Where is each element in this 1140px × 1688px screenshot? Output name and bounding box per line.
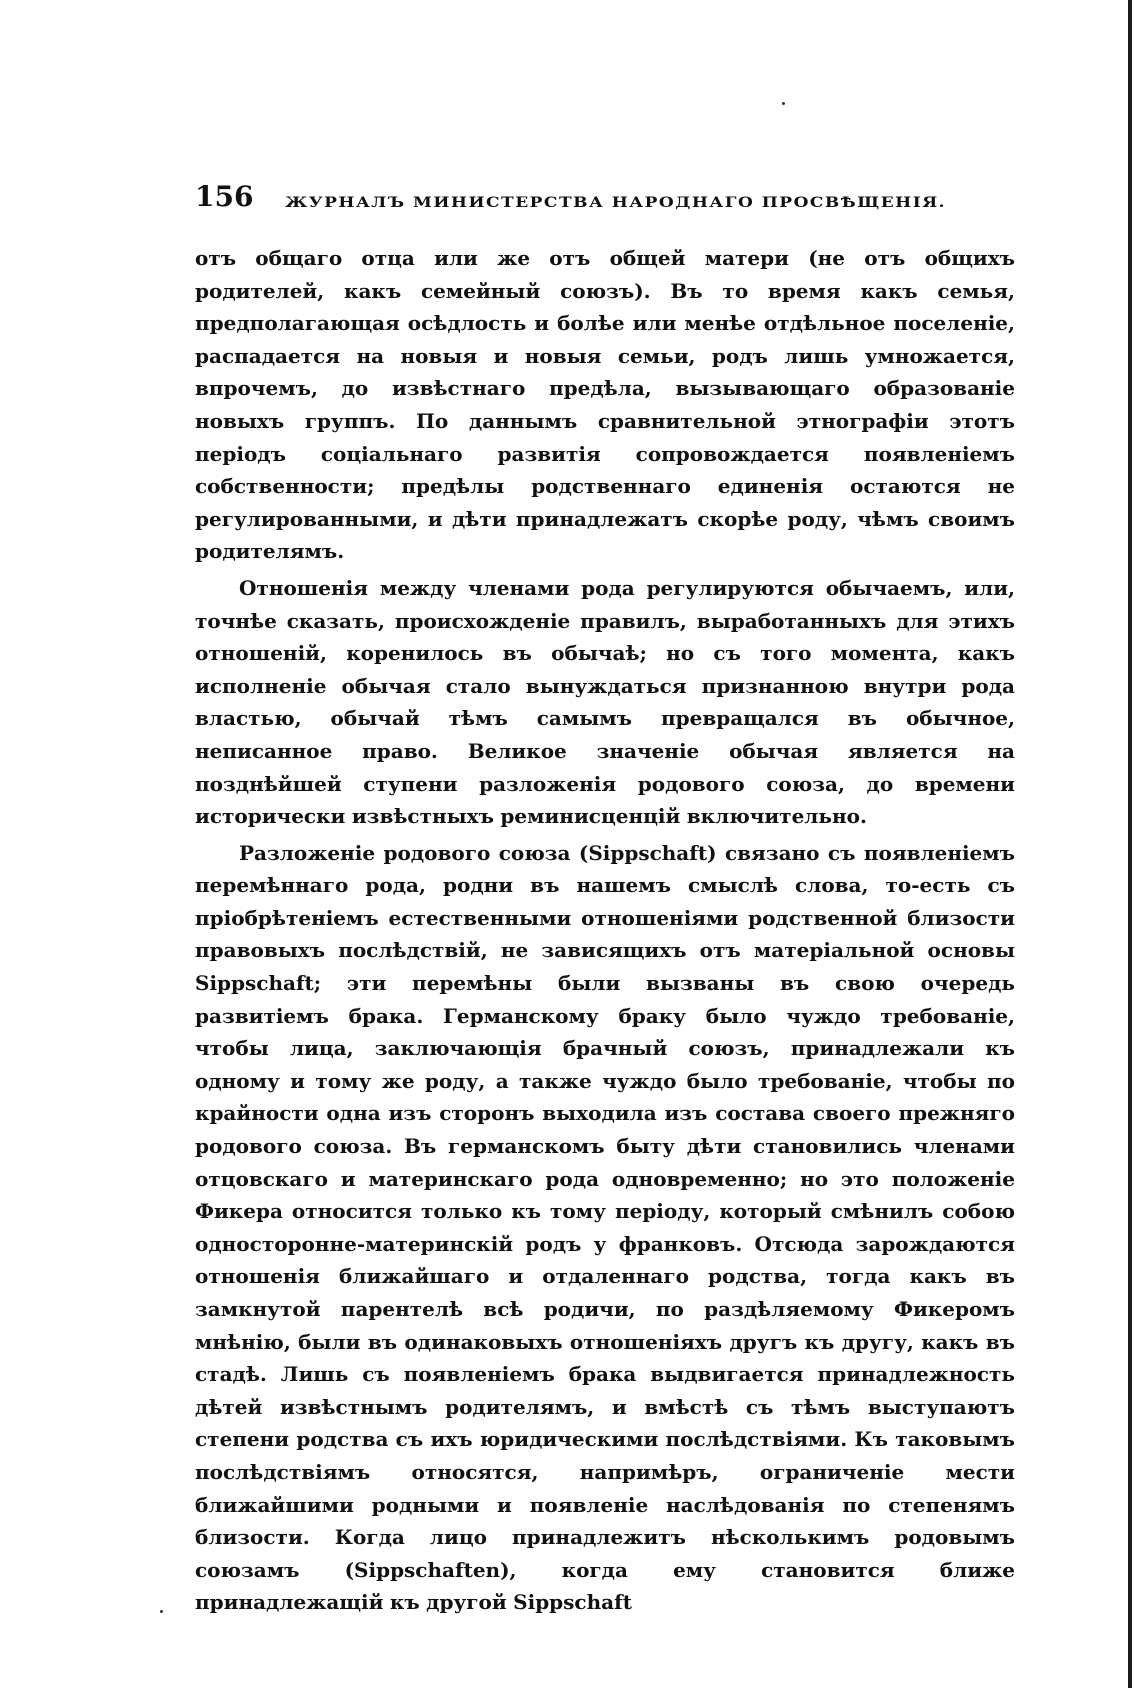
scan-speck	[160, 1610, 163, 1613]
running-head: ЖУРНАЛЪ МИНИСТЕРСТВА НАРОДНАГО ПРОСВѢЩЕНІЯ.	[285, 194, 947, 211]
page-number: 156	[195, 180, 254, 213]
book-page	[195, 180, 1015, 1619]
page-edge-line	[1128, 0, 1132, 1688]
body-text	[195, 242, 1015, 1619]
page-header	[195, 180, 1015, 232]
paragraph-1: отъ общаго отца или же отъ общей матери (не отъ общихъ родителей, какъ семейный союзъ). Въ то время какъ семья, предполагающая осѣдлость и болѣе или менѣе отдѣльное поселеніе, распадается на новыя и новыя семьи, родъ лишь умножается, впрочемъ, до извѣстнаго предѣла, вызывающаго образованіе новыхъ группъ. По даннымъ сравнительной этнографіи этотъ періодъ соціальнаго развитія сопровождается появленіемъ собственности; предѣлы родственнаго единенія остаются не регулированными, и дѣти принадлежатъ скорѣе роду, чѣмъ своимъ родителямъ.	[195, 246, 1015, 564]
paragraph-3: Разложеніе родового союза (Sippschaft) связано съ появленіемъ перемѣннаго рода, родни въ нашемъ смыслѣ слова, то-есть съ пріобрѣтеніемъ естественными отношеніями родственной близости правовыхъ послѣдствій, не зависящихъ отъ матеріальной основы Sippschaft; эти перемѣны были вызваны въ свою очередь развитіемъ брака. Германскому браку было чуждо требованіе, чтобы лица, заключающія брачный союзъ, принадлежали къ одному и тому же роду, а также чуждо было требованіе, чтобы по крайности одна изъ сторонъ выходила изъ состава своего прежняго родового союза. Въ германскомъ быту дѣти становились членами отцовскаго и материнскаго рода одновременно; но это положеніе Фикера относится только къ тому періоду, который смѣнилъ собою односторонне-материнскій родъ у франковъ. Отсюда зарождаются отношенія ближайшаго и отдаленнаго родства, тогда какъ въ замкнутой парентелѣ всѣ родичи, по раздѣляемому Фикеромъ мнѣнію, были въ одинаковыхъ отношеніяхъ другъ къ другу, какъ въ стадѣ. Лишь съ появленіемъ брака выдвигается принадлежность дѣтей извѣстнымъ родителямъ, и вмѣстѣ съ тѣмъ выступаютъ степени родства съ ихъ юридическими послѣдствіями. Къ таковымъ послѣдствіямъ относятся, напримѣръ, ограниченіе мести ближайшими родными и появленіе наслѣдованія по степенямъ близости. Когда лицо принадлежитъ нѣсколькимъ родовымъ союзамъ (Sippschaften), когда ему становится ближе принадлежащій къ другой Sippschaft	[195, 840, 1015, 1615]
paragraph-2: Отношенія между членами рода регулируются обычаемъ, или, точнѣе сказать, происхожденіе правилъ, выработанныхъ для этихъ отношеній, коренилось въ обычаѣ; но съ того момента, какъ исполненіе обычая стало вынуждаться признанною внутри рода властью, обычай тѣмъ самымъ превращался въ обычное, неписанное право. Великое значеніе обычая является на позднѣйшей ступени разложенія родового союза, до времени исторически извѣстныхъ реминисценцій включительно.	[195, 575, 1015, 829]
scan-speck	[782, 102, 785, 105]
